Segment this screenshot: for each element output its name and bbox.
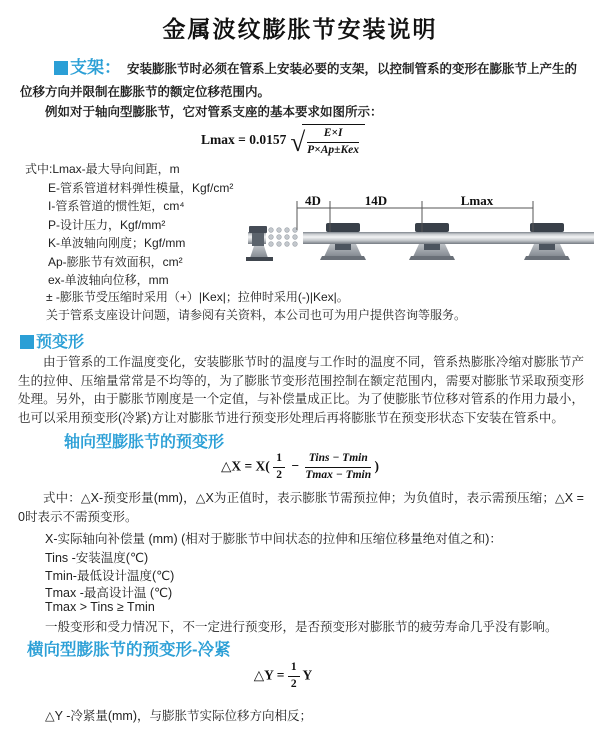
minus-operator: − [291, 458, 300, 474]
pipe-support-diagram [246, 192, 596, 292]
temperature-relation: Tmax > Tins ≥ Tmin [45, 600, 155, 614]
plus-minus-note: ± -膨胀节受压缩时采用（+）|Kex|；拉伸时采用(-)|Kex|。 [46, 290, 349, 304]
support-intro [20, 56, 582, 104]
formula2-lhs: △X = X( [220, 458, 270, 474]
guide-spacing-formula [0, 124, 566, 158]
axial-where-text: 式中：△X-预变形量(mm)，△X为正值时，表示膨胀节需预拉伸；为负值时，表示需预压缩；△X = 0时表示不需预变形。 [18, 491, 584, 524]
definition-line: I-管系管道的惯性矩，cm⁴ [48, 199, 185, 213]
support-section-heading: 支架： [70, 58, 121, 77]
sqrt-radicand [302, 124, 365, 158]
cold-tightening-note: △Y -冷紧量(mm)，与膨胀节实际位移方向相反； [45, 709, 313, 723]
lateral-predeform-heading: 横向型膨胀节的预变形-冷紧 [27, 641, 231, 659]
tins-definition: Tins -安装温度(℃) [45, 551, 149, 565]
definition-line: 式中:Lmax-最大导向间距，m [25, 162, 180, 176]
definition-line: P-设计压力，Kgf/mm² [48, 217, 166, 232]
temperature-fraction-numerator: Tins − Tmin [305, 452, 371, 468]
axial-predeform-heading: 轴向型膨胀节的预变形 [64, 434, 225, 451]
dim-label-lmax: Lmax [460, 193, 494, 208]
predeform-effect-note: 一般变形和受力情况下，不一定进行预变形，是否预变形对膨胀节的疲劳寿命几乎没有影响。 [45, 620, 558, 634]
predeform-section-heading: 预变形 [36, 334, 85, 351]
formula1-numerator: E×I [307, 127, 359, 143]
formula1-lhs: Lmax = 0.0157 [201, 131, 287, 147]
formula3-lhs: △Y = [253, 667, 285, 683]
consulting-note: 关于管系支座设计问题，请参阅有关资料，本公司也可为用户提供咨询等服务。 [46, 308, 467, 322]
temperature-fraction [305, 452, 371, 483]
dim-label-4d: 4D [305, 193, 321, 208]
dim-label-14d: 14D [364, 193, 388, 208]
half-fraction-numerator: 1 [273, 452, 285, 468]
predeform-section-header [20, 329, 84, 352]
tmin-definition: Tmin-最低设计温度(℃) [45, 569, 175, 583]
predeform-paragraph: 由于管系的工作温度变化，安装膨胀节时的温度与工作时的温度不同，管系热膨胀冷缩对膨胀节产生的拉伸、压缩量常常是不均等的，为了膨胀节变形范围控制在额定范围内，需要对膨胀节采取预变形处理。另外，由于膨胀节刚度是一个定值，与补偿量成正比。为了使膨胀节位移对管系的作用力最小，也可以采用预变形(冷紧)方让对膨胀节进行预变形处理后再将膨胀节在预变形状态下安装在管系中。 [18, 355, 584, 426]
support-intro-text: 安装膨胀节时必须在管系上安装必要的支架，以控制管系的变形在膨胀节上产生的位移方向并限制在膨胀节的额定位移范围内。 [20, 62, 578, 99]
bellows-icon [266, 228, 303, 247]
formula3-rhs: Y [302, 667, 313, 683]
support-example-text: 例如对于轴向型膨胀节，它对管系支座的基本要求如图所示： [45, 105, 383, 119]
section-marker-square-icon [20, 335, 34, 349]
section-marker-square-icon [54, 61, 68, 75]
sqrt-radical-icon: √ [290, 126, 306, 157]
half-fraction [273, 452, 285, 483]
definition-line: Ap-膨胀节有效面积，cm² [48, 254, 183, 269]
page-title: 金属波纹膨胀节安装说明 [162, 16, 438, 42]
axial-predeform-formula [0, 452, 600, 483]
half-fraction-numerator: 1 [288, 661, 300, 677]
formula2-close-paren: ) [374, 458, 380, 474]
axial-x-definition: X-实际轴向补偿量 (mm) (相对于膨胀节中间状态的拉伸和压缩位移量绝对值之和)： [45, 532, 502, 546]
definition-line: ex-单波轴向位移，mm [48, 273, 169, 287]
half-fraction-denominator: 2 [290, 677, 297, 690]
lateral-predeform-formula [0, 661, 566, 692]
temperature-fraction-denominator: Tmax − Tmin [305, 468, 372, 481]
tmax-definition: Tmax -最高设计温 (℃) [45, 586, 173, 600]
formula-definitions [25, 160, 233, 290]
definition-line: E-管系管道材料弹性模量，Kgf/cm² [48, 180, 234, 195]
half-fraction [288, 661, 300, 692]
half-fraction-denominator: 2 [276, 468, 282, 481]
formula1-denominator: P×Ap±Kex [307, 143, 359, 156]
definition-line: K-单波轴向刚度；Kgf/mm [48, 236, 186, 250]
